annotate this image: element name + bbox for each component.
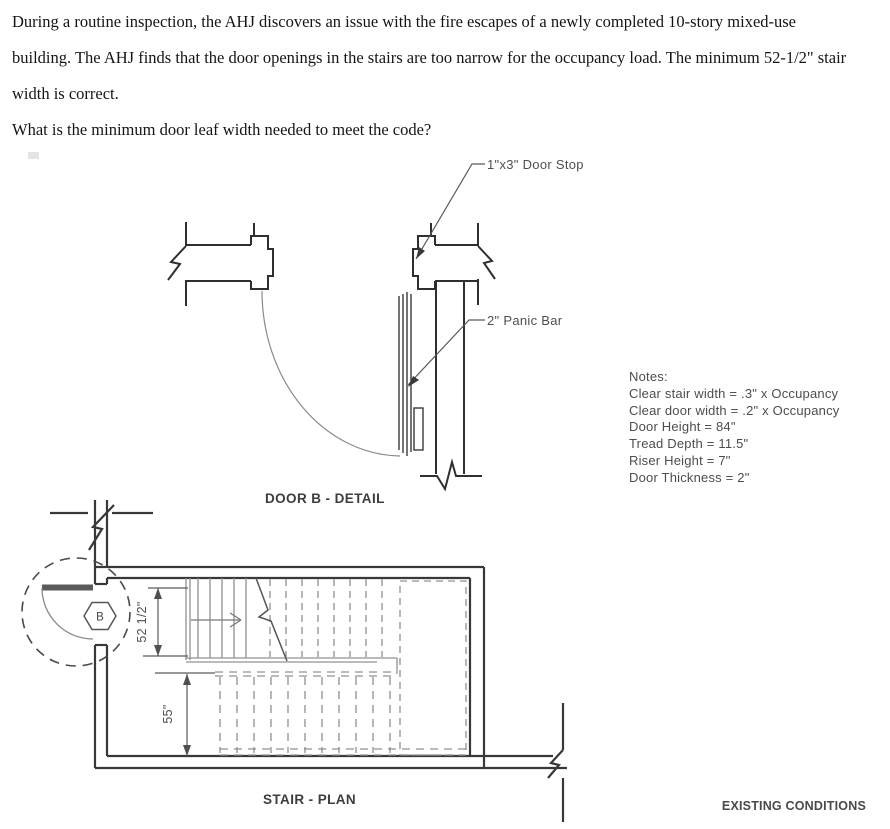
wall-break-zigzag <box>478 246 495 279</box>
door-swing-arc <box>262 291 400 456</box>
wall-break-bottom <box>420 462 482 489</box>
panic-bar-leader <box>408 320 485 385</box>
note-line: Clear stair width = .3" x Occupancy <box>629 385 839 401</box>
dimension-arrowhead <box>183 674 191 685</box>
note-line: Door Height = 84" <box>629 419 736 435</box>
question-prompt: What is the minimum door leaf width needed to meet the code? <box>12 120 432 139</box>
dimension-arrowhead <box>154 588 162 599</box>
stair-walls <box>50 500 567 822</box>
panic-bar-label: 2" Panic Bar <box>487 313 563 328</box>
stair-plan-title: STAIR - PLAN <box>263 792 357 807</box>
notes-block <box>629 369 879 487</box>
stair-cut-line <box>256 578 287 661</box>
stair-landing-hidden <box>400 581 466 755</box>
question-paragraph <box>12 4 884 112</box>
stair-lower-run <box>215 672 467 755</box>
wall-break-zigzag <box>89 505 114 550</box>
note-line: Riser Height = 7" <box>629 452 731 468</box>
door-detail-drawing <box>168 222 495 489</box>
stair-width-dimension-label: 52 1/2" <box>135 601 149 643</box>
dimension-arrowhead <box>154 645 162 656</box>
scan-artifact <box>28 152 39 159</box>
note-line: Tread Depth = 11.5" <box>629 436 749 452</box>
notes-heading: Notes: <box>629 369 668 384</box>
door-frame-right <box>413 236 435 289</box>
door-frame-left <box>251 236 273 289</box>
panic-bar-section <box>414 408 423 450</box>
note-line: Door Thickness = 2" <box>629 469 750 485</box>
dimension-stair-width <box>143 588 188 656</box>
door-leaf-section <box>399 292 423 456</box>
wall-break-zigzag <box>548 750 563 778</box>
paragraph-line: During a routine inspection, the AHJ discovers an issue with the fire escapes of a newly completed 10-story mixed-use <box>12 12 797 31</box>
paragraph-line: building. The AHJ finds that the door openings in the stairs are too narrow for the occupancy load. The minimum 52-1/2" stair <box>12 48 847 67</box>
dimension-arrowhead <box>183 745 191 756</box>
door-detail-title: DOOR B - DETAIL <box>265 491 385 506</box>
note-line: Clear door width = .2" x Occupancy <box>629 402 840 418</box>
door-stop-label: 1"x3" Door Stop <box>487 157 584 172</box>
door-leaf-plan <box>42 585 93 591</box>
stair-upper-run <box>186 578 397 674</box>
annotation-leaders <box>408 164 485 385</box>
sheet-status-label: EXISTING CONDITIONS <box>721 799 866 813</box>
wall-break-zigzag <box>168 246 186 280</box>
door-tag-label: B <box>96 611 104 624</box>
arrowhead <box>408 376 419 387</box>
run-width-dimension-label: 55" <box>161 704 175 724</box>
paragraph-line: width is correct. <box>12 84 119 103</box>
